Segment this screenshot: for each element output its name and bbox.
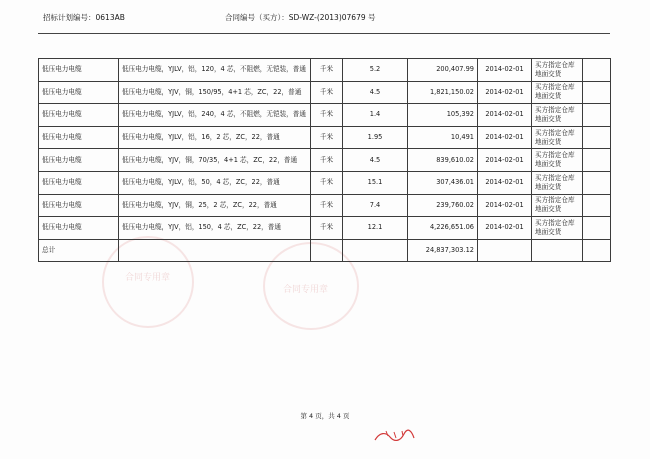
item-qty: 4.5 [343,149,408,172]
total-qty-blank [343,239,408,262]
item-name: 低压电力电缆 [39,126,119,149]
item-unit: 千米 [311,81,343,104]
item-amount: 307,436.01 [408,171,478,194]
item-qty: 12.1 [343,217,408,240]
item-date: 2014-02-01 [478,59,532,82]
item-blank [583,149,611,172]
item-amount: 1,821,150.02 [408,81,478,104]
item-spec: 低压电力电缆，YJV，铝，150，4 芯，ZC，22，普通 [119,217,311,240]
item-date: 2014-02-01 [478,171,532,194]
item-date: 2014-02-01 [478,194,532,217]
item-blank [583,59,611,82]
item-spec: 低压电力电缆，YJLV，铝，240，4 芯，不阻燃，无铠装，普通 [119,104,311,127]
item-qty: 4.5 [343,81,408,104]
header-divider [38,33,610,34]
item-unit: 千米 [311,194,343,217]
table-row [39,81,611,104]
item-name: 低压电力电缆 [39,59,119,82]
item-qty: 5.2 [343,59,408,82]
item-blank [583,104,611,127]
seal-text-right: 合同专用章 [283,285,329,295]
table-row [39,104,611,127]
item-unit: 千米 [311,104,343,127]
item-spec: 低压电力电缆，YJLV，铝，16，2 芯，ZC，22，普通 [119,126,311,149]
item-date: 2014-02-01 [478,104,532,127]
item-location: 买方指定仓库地面交货 [532,194,583,217]
item-location: 买方指定仓库地面交货 [532,81,583,104]
item-location: 买方指定仓库地面交货 [532,59,583,82]
item-location: 买方指定仓库地面交货 [532,171,583,194]
item-name: 低压电力电缆 [39,217,119,240]
table-row [39,171,611,194]
item-location: 买方指定仓库地面交货 [532,126,583,149]
total-amount: 24,837,303.12 [408,239,478,262]
item-amount: 839,610.02 [408,149,478,172]
item-amount: 200,407.99 [408,59,478,82]
page-number: 第 4 页，共 4 页 [300,412,350,420]
item-name: 低压电力电缆 [39,81,119,104]
table-row [39,149,611,172]
item-date: 2014-02-01 [478,126,532,149]
item-amount: 239,760.02 [408,194,478,217]
bid-plan-number: 招标计划编号：0613AB [43,13,125,22]
item-spec: 低压电力电缆，YJV，铜，25，2 芯，ZC，22，普通 [119,194,311,217]
item-qty: 1.95 [343,126,408,149]
table-row [39,194,611,217]
total-location-blank [532,239,583,262]
total-spec-blank [119,239,311,262]
total-date-blank [478,239,532,262]
item-amount: 10,491 [408,126,478,149]
seal-text-left: 合同专用章 [125,273,171,283]
item-amount: 4,226,651.06 [408,217,478,240]
item-spec: 低压电力电缆，YJV，铜，150/95，4+1 芯，ZC，22，普通 [119,81,311,104]
item-amount: 105,392 [408,104,478,127]
item-name: 低压电力电缆 [39,149,119,172]
total-row [39,239,611,262]
table-row [39,126,611,149]
item-unit: 千米 [311,171,343,194]
item-name: 低压电力电缆 [39,194,119,217]
item-spec: 低压电力电缆，YJLV，铝，50，4 芯，ZC，22，普通 [119,171,311,194]
item-date: 2014-02-01 [478,149,532,172]
item-name: 低压电力电缆 [39,171,119,194]
item-unit: 千米 [311,126,343,149]
table-row [39,59,611,82]
item-blank [583,171,611,194]
item-qty: 7.4 [343,194,408,217]
item-name: 低压电力电缆 [39,104,119,127]
table-row [39,217,611,240]
item-blank [583,217,611,240]
item-unit: 千米 [311,59,343,82]
item-location: 买方指定仓库地面交货 [532,217,583,240]
red-seal-mark-icon [372,428,416,444]
total-blank [583,239,611,262]
item-spec: 低压电力电缆，YJLV，铝，120，4 芯，不阻燃，无铠装，普通 [119,59,311,82]
item-spec: 低压电力电缆，YJV，铜，70/35，4+1 芯，ZC，22，普通 [119,149,311,172]
item-location: 买方指定仓库地面交货 [532,149,583,172]
item-blank [583,126,611,149]
item-blank [583,194,611,217]
item-qty: 15.1 [343,171,408,194]
total-label: 总计 [39,239,119,262]
contract-number: 合同编号（买方）：SD-WZ-(2013)07679 号 [225,13,376,22]
item-date: 2014-02-01 [478,81,532,104]
item-date: 2014-02-01 [478,217,532,240]
item-qty: 1.4 [343,104,408,127]
total-unit-blank [311,239,343,262]
item-unit: 千米 [311,217,343,240]
item-blank [583,81,611,104]
item-unit: 千米 [311,149,343,172]
item-location: 买方指定仓库地面交货 [532,104,583,127]
contract-goods-table [38,58,611,262]
